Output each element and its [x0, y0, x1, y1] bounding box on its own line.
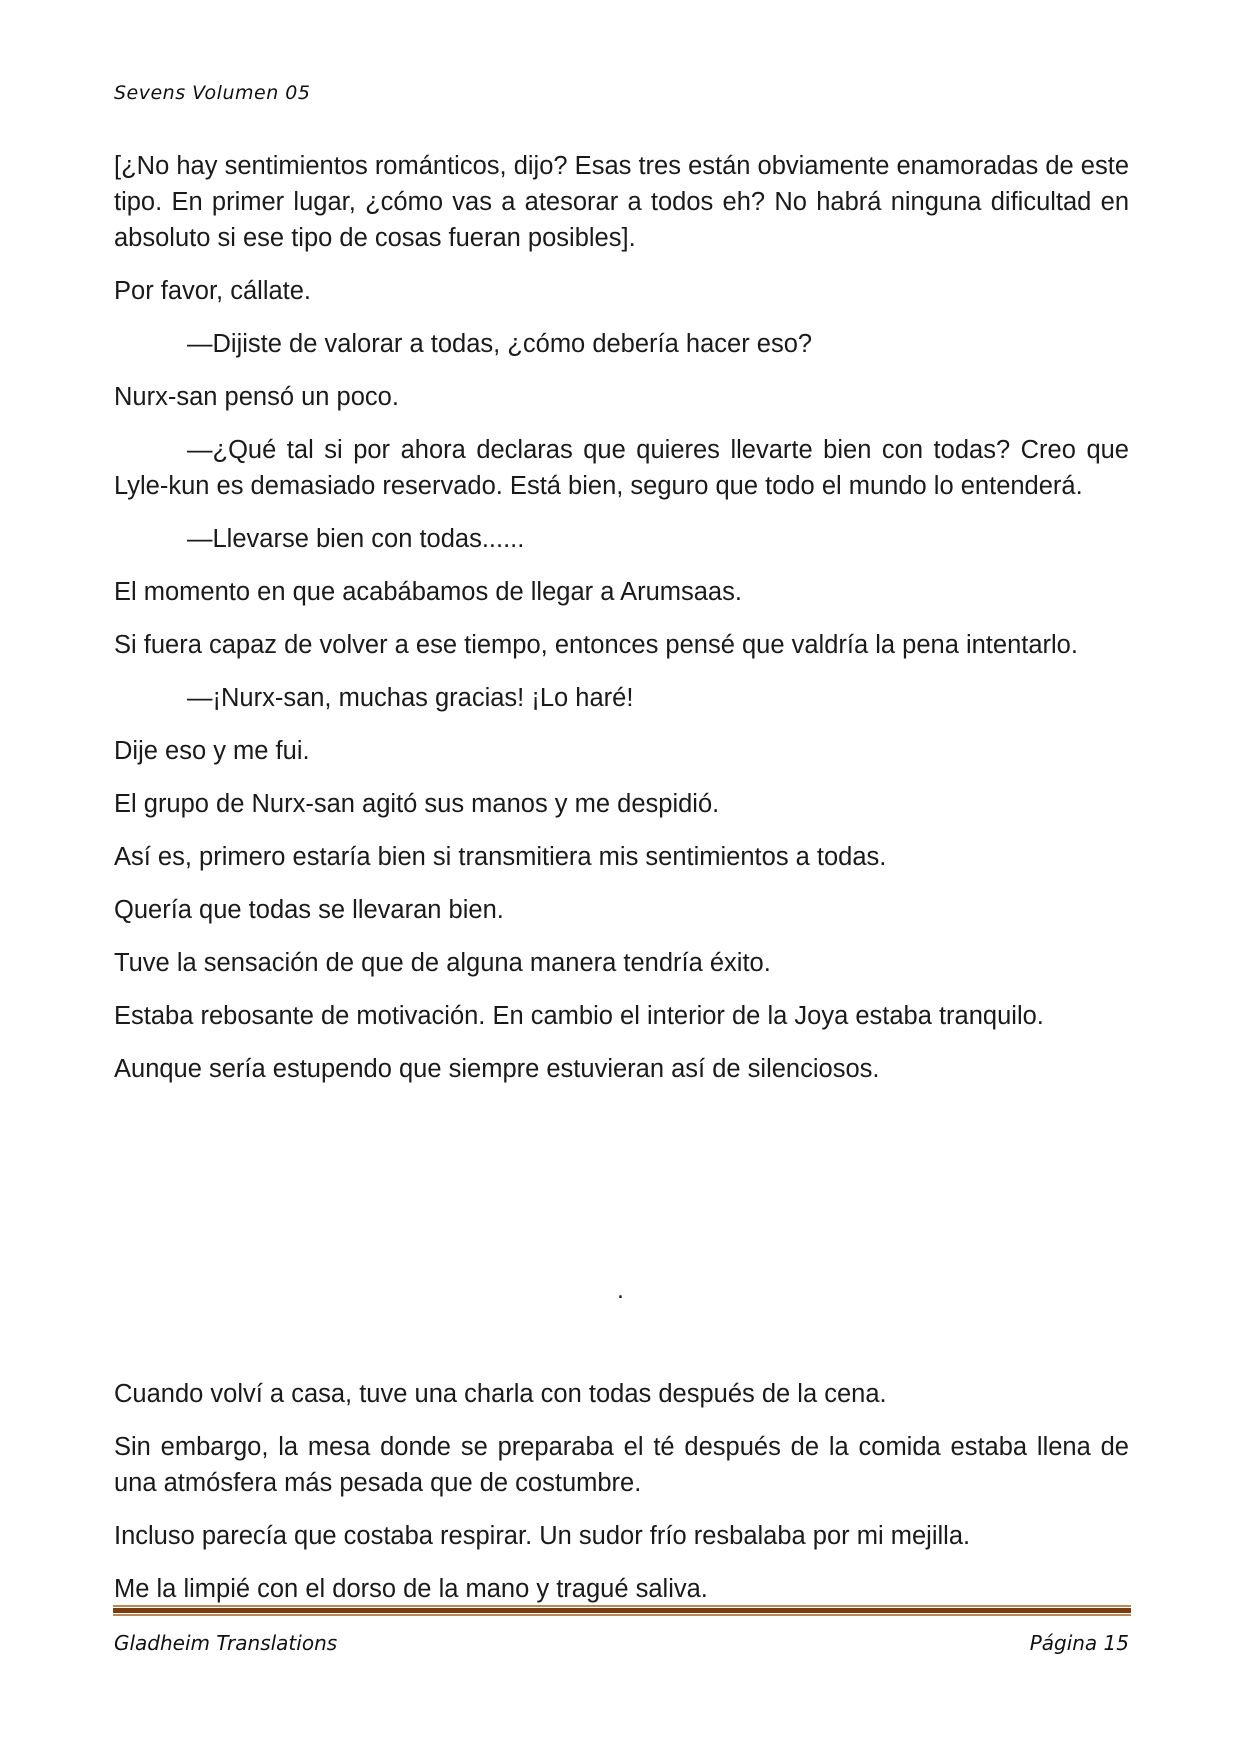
dialog-paragraph: —Dijiste de valorar a todas, ¿cómo debería hacer eso? [187, 330, 813, 358]
paragraph: Por favor, cállate. [114, 277, 312, 305]
footer-divider-thin-bottom [113, 1614, 1131, 1616]
paragraph: Dije eso y me fui. [114, 737, 310, 765]
footer-divider [113, 1605, 1131, 1617]
paragraph: Estaba rebosante de motivación. En cambio el interior de la Joya estaba tranquilo. [114, 1002, 1044, 1030]
paragraph: Aunque sería estupendo que siempre estuvieran así de silenciosos. [114, 1055, 880, 1083]
dialog-paragraph: —Llevarse bien con todas...... [187, 525, 525, 553]
dialog-paragraph: —¿Qué tal si por ahora declaras que quieres llevarte bien con todas? Creo que Lyle-kun es demasiado reservado. Está bien, seguro que todo el mundo lo entenderá. [114, 436, 1129, 500]
footer-divider-thin-top [113, 1605, 1131, 1607]
paragraph: [¿No hay sentimientos románticos, dijo? Esas tres están obviamente enamoradas de este tipo. En primer lugar, ¿cómo vas a atesorar a todos eh? No habrá ninguna dificultad en absoluto si ese tipo de cosas fueran posibles]. [114, 152, 1129, 252]
scene-break-marker: . [617, 1276, 624, 1304]
footer-page-number: Página 15 [1029, 1631, 1129, 1655]
footer-publisher: Gladheim Translations [114, 1631, 338, 1655]
body-text-section-2 [114, 1376, 1129, 1624]
running-header: Sevens Volumen 05 [114, 82, 311, 104]
paragraph: El grupo de Nurx-san agitó sus manos y me despidió. [114, 790, 720, 818]
paragraph: El momento en que acabábamos de llegar a Arumsaas. [114, 578, 742, 606]
paragraph: Tuve la sensación de que de alguna manera tendría éxito. [114, 949, 771, 977]
paragraph: Cuando volví a casa, tuve una charla con todas después de la cena. [114, 1380, 887, 1408]
paragraph: Nurx-san pensó un poco. [114, 383, 399, 411]
paragraph: Sin embargo, la mesa donde se preparaba el té después de la comida estaba llena de una atmósfera más pesada que de costumbre. [114, 1433, 1129, 1497]
footer-divider-thick [113, 1608, 1131, 1613]
paragraph: Incluso parecía que costaba respirar. Un sudor frío resbalaba por mi mejilla. [114, 1522, 971, 1550]
dialog-paragraph: —¡Nurx-san, muchas gracias! ¡Lo haré! [187, 684, 634, 712]
paragraph: Me la limpié con el dorso de la mano y tragué saliva. [114, 1575, 708, 1603]
body-text-section-1 [114, 148, 1129, 1104]
paragraph: Si fuera capaz de volver a ese tiempo, entonces pensé que valdría la pena intentarlo. [114, 631, 1078, 659]
paragraph: Quería que todas se llevaran bien. [114, 896, 504, 924]
paragraph: Así es, primero estaría bien si transmitiera mis sentimientos a todas. [114, 843, 887, 871]
